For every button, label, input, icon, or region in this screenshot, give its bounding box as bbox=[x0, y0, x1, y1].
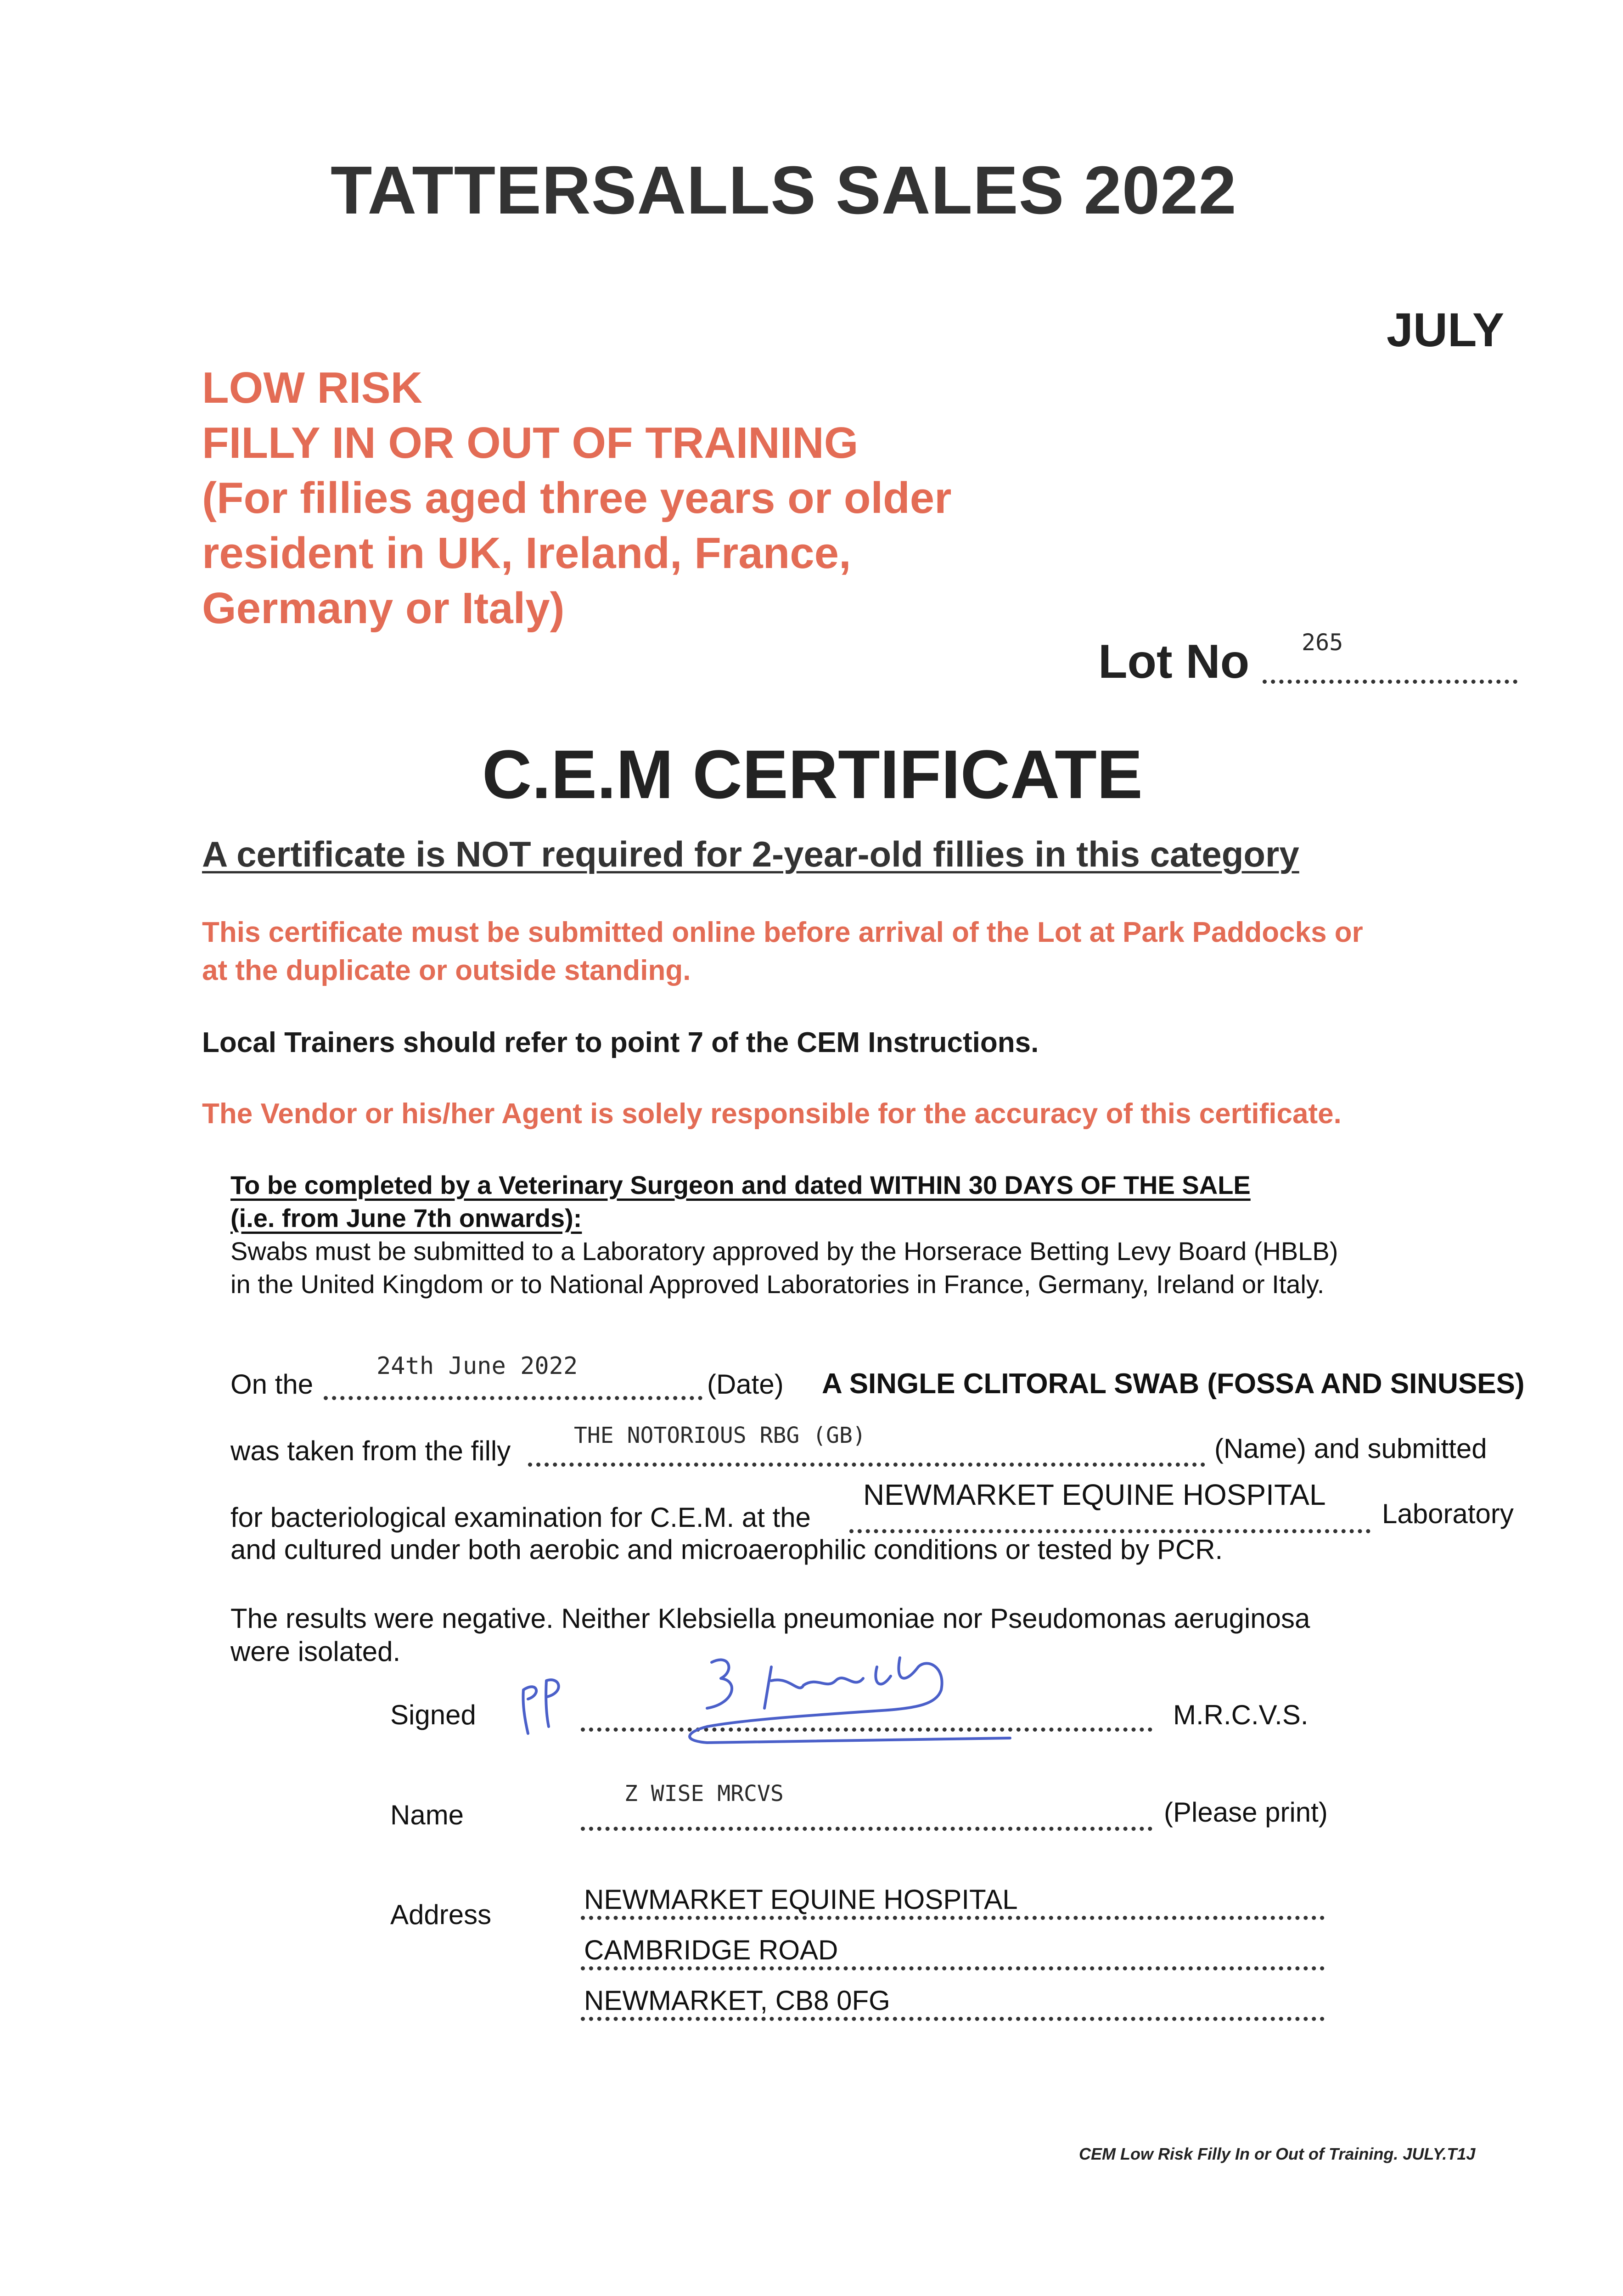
results-line-1: The results were negative. Neither Klebsiella pneumoniae nor Pseudomonas aeruginosa bbox=[230, 1603, 1310, 1634]
signed-label: Signed bbox=[390, 1699, 476, 1730]
address-line-3: NEWMARKET, CB8 0FG bbox=[584, 1985, 890, 2016]
laboratory-suffix: Laboratory bbox=[1382, 1498, 1514, 1529]
date-dotted-line bbox=[324, 1396, 702, 1400]
category-line-5: Germany or Italy) bbox=[202, 584, 565, 633]
vendor-responsibility-notice: The Vendor or his/her Agent is solely responsible for the accuracy of this certificate. bbox=[202, 1098, 1342, 1130]
address-line-1: NEWMARKET EQUINE HOSPITAL bbox=[584, 1884, 1018, 1915]
address-dotted-line-3 bbox=[581, 2017, 1325, 2021]
submission-notice-line-1: This certificate must be submitted online before arrival of the Lot at Park Paddocks or bbox=[202, 917, 1363, 948]
on-the-label: On the bbox=[230, 1369, 314, 1400]
printed-name-value: Z WISE MRCVS bbox=[624, 1781, 784, 1806]
document-title: TATTERSALLS SALES 2022 bbox=[331, 152, 1237, 228]
taken-from-label: was taken from the filly bbox=[230, 1435, 511, 1466]
please-print-suffix: (Please print) bbox=[1164, 1797, 1328, 1828]
swab-date-value: 24th June 2022 bbox=[376, 1352, 578, 1380]
laboratory-dotted-line bbox=[849, 1529, 1370, 1533]
name-label: Name bbox=[390, 1800, 464, 1830]
category-line-3: (For fillies aged three years or older bbox=[202, 473, 952, 523]
results-line-2: were isolated. bbox=[230, 1636, 401, 1667]
name-suffix: (Name) and submitted bbox=[1214, 1433, 1487, 1464]
laboratory-value: NEWMARKET EQUINE HOSPITAL bbox=[863, 1478, 1326, 1511]
mrcvs-suffix: M.R.C.V.S. bbox=[1173, 1699, 1309, 1730]
local-trainers-notice: Local Trainers should refer to point 7 of the CEM Instructions. bbox=[202, 1027, 1039, 1058]
filly-name-value: THE NOTORIOUS RBG (GB) bbox=[574, 1423, 866, 1448]
handwritten-signature bbox=[514, 1635, 1019, 1754]
sale-month: JULY bbox=[1387, 304, 1505, 357]
address-dotted-line-2 bbox=[581, 1966, 1325, 1970]
instructions-heading-line-1: To be completed by a Veterinary Surgeon and dated WITHIN 30 DAYS OF THE SALE bbox=[230, 1171, 1251, 1199]
filly-name-dotted-line bbox=[528, 1463, 1205, 1467]
instructions-line-2: in the United Kingdom or to National Approved Laboratories in France, Germany, Ireland or Italy. bbox=[230, 1270, 1325, 1299]
printed-name-dotted-line bbox=[581, 1827, 1152, 1831]
lot-label: Lot No bbox=[1098, 635, 1250, 688]
culture-statement: and cultured under both aerobic and microaerophilic conditions or tested by PCR. bbox=[230, 1534, 1223, 1565]
submission-notice-line-2: at the duplicate or outside standing. bbox=[202, 955, 691, 986]
certificate-requirement-note: A certificate is NOT required for 2-year-old fillies in this category bbox=[202, 834, 1299, 874]
form-reference-footer: CEM Low Risk Filly In or Out of Training. JULY.T1J bbox=[1079, 2144, 1476, 2163]
lot-dotted-line bbox=[1263, 680, 1517, 684]
category-line-2: FILLY IN OR OUT OF TRAINING bbox=[202, 418, 859, 467]
address-line-2: CAMBRIDGE ROAD bbox=[584, 1935, 838, 1965]
address-dotted-line-1 bbox=[581, 1916, 1325, 1920]
instructions-heading-line-2: (i.e. from June 7th onwards): bbox=[230, 1204, 582, 1232]
lot-number-value: 265 bbox=[1302, 629, 1343, 656]
examination-label: for bacteriological examination for C.E.M. at the bbox=[230, 1502, 811, 1533]
instructions-line-1: Swabs must be submitted to a Laboratory approved by the Horserace Betting Levy Board (HBLB) bbox=[230, 1237, 1338, 1266]
date-suffix: (Date) bbox=[707, 1369, 784, 1400]
certificate-title: C.E.M CERTIFICATE bbox=[482, 736, 1143, 813]
category-line-1: LOW RISK bbox=[202, 363, 422, 412]
address-label: Address bbox=[390, 1899, 492, 1930]
category-line-4: resident in UK, Ireland, France, bbox=[202, 529, 851, 578]
swab-description: A SINGLE CLITORAL SWAB (FOSSA AND SINUSES) bbox=[822, 1368, 1525, 1400]
